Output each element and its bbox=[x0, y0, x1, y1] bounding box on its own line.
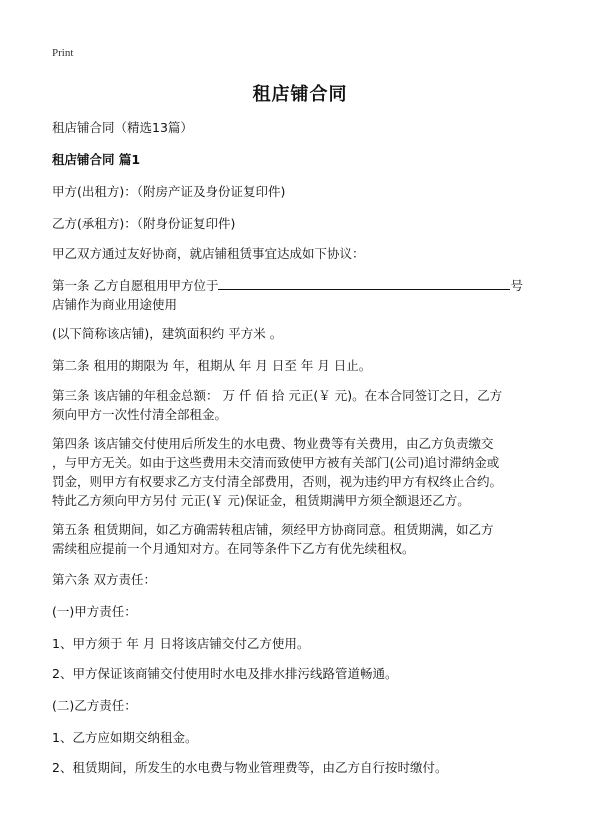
document-subtitle: 租店铺合同（精选13篇） bbox=[52, 120, 193, 135]
article-6: 第六条 双方责任： bbox=[52, 572, 156, 587]
article-4-line-1: 第四条 该店铺交付使用后所发生的水电费、物业费等有关费用，由乙方负责缴交 bbox=[52, 436, 494, 451]
party-a-line: 甲方(出租方)：（附房产证及身份证复印件) bbox=[52, 184, 286, 199]
intro-line: 甲乙双方通过友好协商，就店铺租赁事宜达成如下协议： bbox=[52, 246, 365, 261]
party-b-duty-2: 2、租赁期间，所发生的水电费与物业管理费等，由乙方自行按时缴付。 bbox=[52, 760, 448, 775]
article-3-line-2: 须向甲方一次性付清全部租金。 bbox=[52, 407, 228, 422]
article-3 bbox=[52, 386, 552, 424]
article-1 bbox=[52, 276, 552, 314]
article-5-line-2: 需续租应提前一个月通知对方。在同等条件下乙方有优先续租权。 bbox=[52, 541, 415, 556]
article-5-line-1: 第五条 租赁期间，如乙方确需转租店铺，须经甲方协商同意。租赁期满，如乙方 bbox=[52, 522, 494, 537]
article-4-line-2: ，与甲方无关。如由于这些费用未交清而致使甲方被有关部门(公司)追讨滞纳金或 bbox=[52, 455, 500, 470]
party-b-line: 乙方(承租方)：（附身份证复印件) bbox=[52, 216, 236, 231]
article-4-line-3: 罚金，则甲方有权要求乙方支付清全部费用，否则，视为违约甲方有权终止合约。 bbox=[52, 474, 503, 489]
party-b-duty-heading: (二)乙方责任： bbox=[52, 698, 137, 713]
article-3-line-1: 第三条 该店铺的年租金总额： 万 仟 佰 拾 元正(￥ 元)。在本合同签订之日，乙方 bbox=[52, 388, 503, 403]
article-1-line-3: (以下简称该店铺)，建筑面积约 平方米 。 bbox=[52, 326, 283, 341]
article-1-suffix: 号 bbox=[510, 278, 523, 293]
party-b-duty-1: 1、乙方应如期交纳租金。 bbox=[52, 730, 198, 745]
party-a-duty-1: 1、甲方须于 年 月 日将该店铺交付乙方使用。 bbox=[52, 636, 310, 651]
article-4 bbox=[52, 434, 552, 510]
article-1-line-1 bbox=[52, 276, 552, 295]
article-1-line-2: 店铺作为商业用途使用 bbox=[52, 297, 178, 312]
print-label: Print bbox=[52, 47, 74, 59]
article-4-line-4: 特此乙方须向甲方另付 元正(￥ 元)保证金，租赁期满甲方须全额退还乙方。 bbox=[52, 493, 470, 508]
article-5 bbox=[52, 520, 552, 558]
document-title: 租店铺合同 bbox=[252, 84, 348, 105]
article-1-prefix: 第一条 乙方自愿租用甲方位于 bbox=[52, 278, 219, 293]
section-heading: 租店铺合同 篇1 bbox=[52, 152, 141, 167]
address-blank-line bbox=[218, 277, 510, 290]
party-a-duty-2: 2、甲方保证该商铺交付使用时水电及排水排污线路管道畅通。 bbox=[52, 666, 398, 681]
article-2: 第二条 租用的期限为 年，租期从 年 月 日至 年 月 日止。 bbox=[52, 358, 372, 373]
party-a-duty-heading: (一)甲方责任： bbox=[52, 604, 137, 619]
